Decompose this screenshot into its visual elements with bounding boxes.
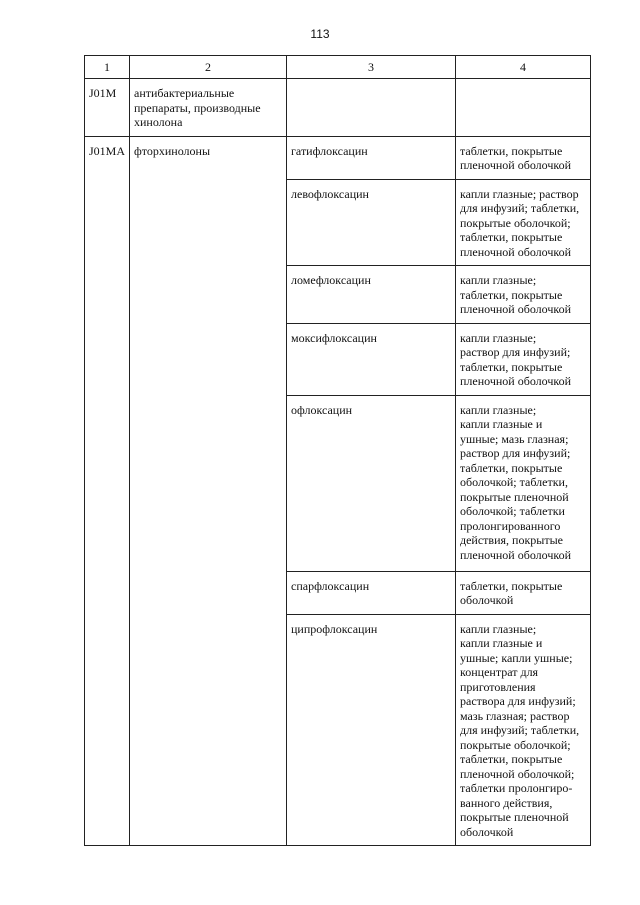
dosage-forms xyxy=(456,79,591,137)
drug-name: ципрофлоксацин xyxy=(287,614,456,846)
drug-name: офлоксацин xyxy=(287,395,456,571)
atc-code: J01M xyxy=(85,79,130,137)
table-row xyxy=(85,79,591,137)
group-name: антибактериальные препараты, производные хинолона xyxy=(130,79,287,137)
drug-name xyxy=(287,79,456,137)
dosage-forms: капли глазные; капли глазные и ушные; мазь глазная; раствор для инфузий; таблетки, покрытые оболочкой; таблетки, покрытые пленочной оболочкой; таблетки пролонгированного действия, покрытые пленочной оболочкой xyxy=(456,395,591,571)
page-number: 113 xyxy=(310,27,330,41)
dosage-forms: капли глазные; капли глазные и ушные; капли ушные; концентрат для приготовления раствора для инфузий; мазь глазная; раствор для инфузий; таблетки, покрытые оболочкой; таблетки, покрытые пленочной оболочкой; таблетки пролонгиро- ванного действия, покрытые пленочной оболочкой xyxy=(456,614,591,846)
drug-name: гатифлоксацин xyxy=(287,136,456,179)
group-name: фторхинолоны xyxy=(130,136,287,846)
dosage-forms: таблетки, покрытые пленочной оболочкой xyxy=(456,136,591,179)
atc-code: J01MA xyxy=(85,136,130,846)
header-col-4: 4 xyxy=(456,56,591,79)
dosage-forms: капли глазные; раствор для инфузий; таблетки, покрытые пленочной оболочкой xyxy=(456,323,591,395)
table-row xyxy=(85,136,591,179)
header-col-2: 2 xyxy=(130,56,287,79)
header-col-3: 3 xyxy=(287,56,456,79)
drug-table xyxy=(84,55,591,846)
drug-name: моксифлоксацин xyxy=(287,323,456,395)
drug-name: левофлоксацин xyxy=(287,179,456,266)
dosage-forms: капли глазные; раствор для инфузий; таблетки, покрытые оболочкой; таблетки, покрытые пленочной оболочкой xyxy=(456,179,591,266)
dosage-forms: капли глазные; таблетки, покрытые пленочной оболочкой xyxy=(456,266,591,324)
dosage-forms: таблетки, покрытые оболочкой xyxy=(456,571,591,614)
drug-name: спарфлоксацин xyxy=(287,571,456,614)
header-col-1: 1 xyxy=(85,56,130,79)
drug-name: ломефлоксацин xyxy=(287,266,456,324)
header-row xyxy=(85,56,591,79)
